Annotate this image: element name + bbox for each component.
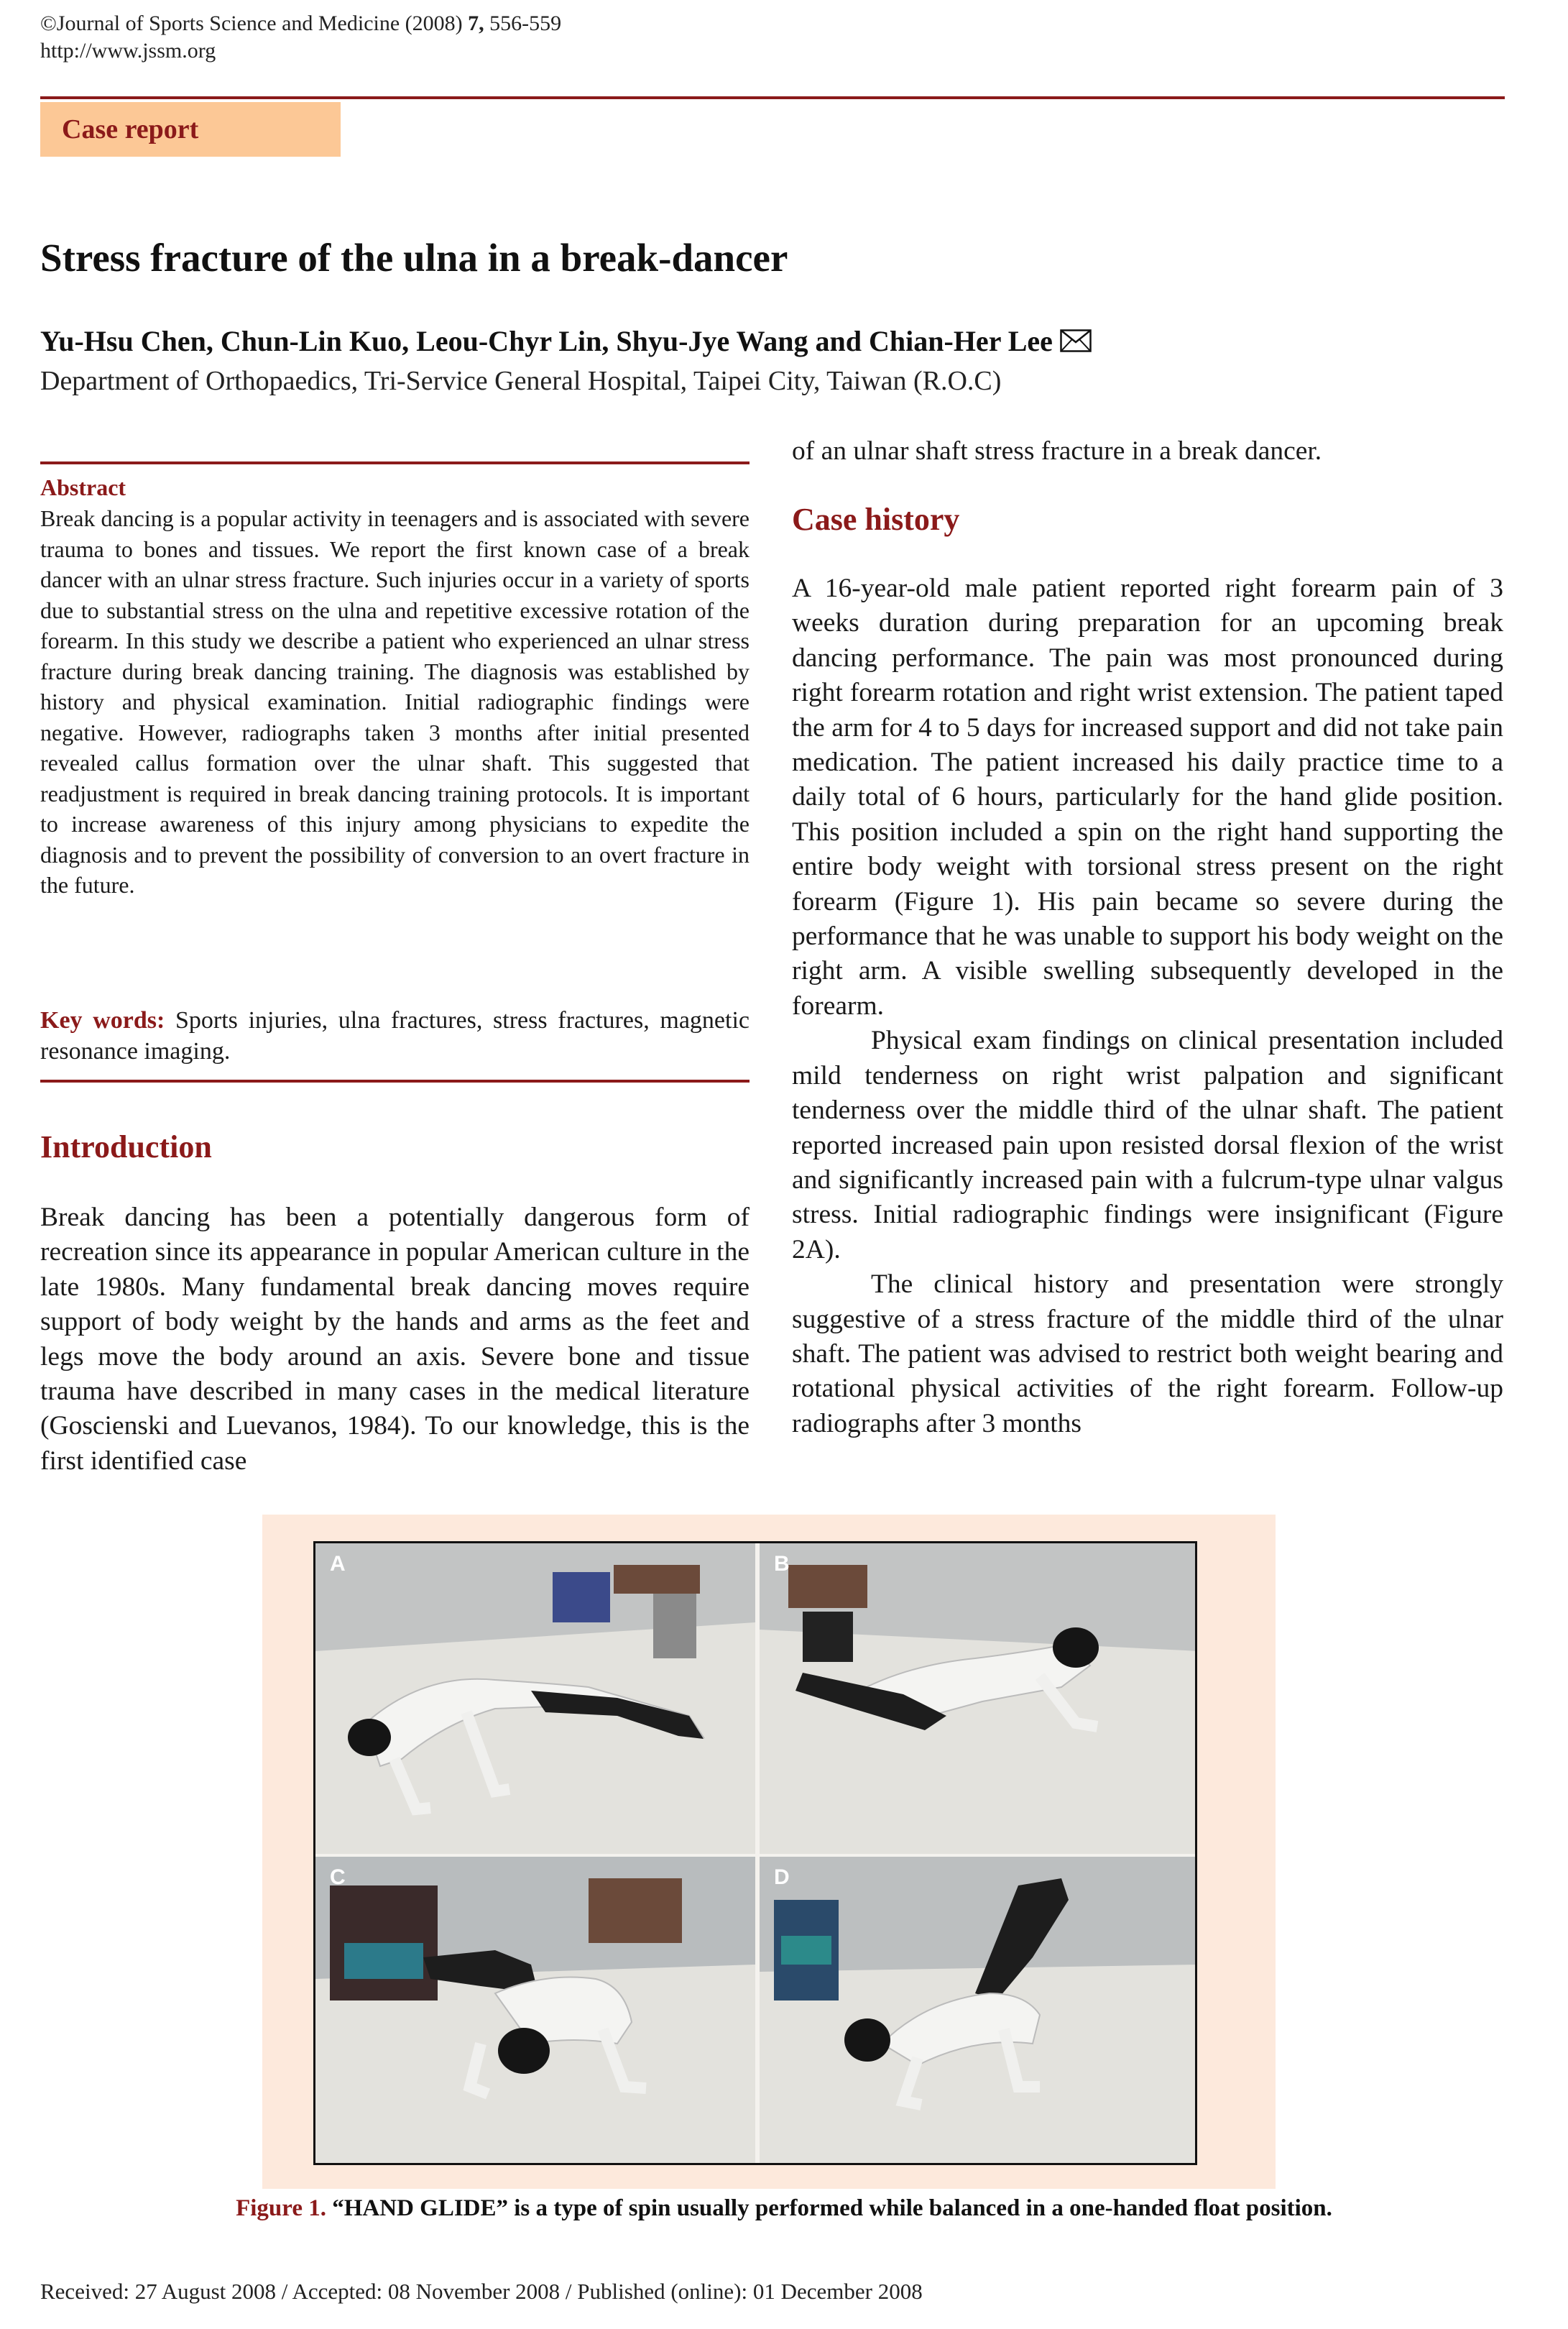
caption-label: Figure 1. xyxy=(236,2195,326,2221)
article-type-badge: Case report xyxy=(40,102,341,157)
authors-text: Yu-Hsu Chen, Chun-Lin Kuo, Leou-Chyr Lin, Shyu-Jye Wang and Chian-Her Lee xyxy=(40,325,1053,357)
figure-panel-d xyxy=(760,1857,1197,2165)
journal-url[interactable]: http://www.jssm.org xyxy=(40,39,216,63)
case-history-paragraph-3: The clinical history and presentation were strongly suggestive of a stress fracture of the middle third of the ulnar shaft. The patient was advised to restrict both weight bearing and rotational physical activities of the right forearm. Follow-up radiographs after 3 months xyxy=(792,1269,1503,1438)
abstract-heading: Abstract xyxy=(40,474,126,500)
case-history-paragraph-1: A 16-year-old male patient reported right forearm pain of 3 weeks duration during preparation for an upcoming break dancing performance. The pain was most pronounced during right forearm rotation and right wrist extension. The patient taped the arm for 4 to 5 days for increased support and did not take pain medication. The patient increased his daily practice time to a daily total of 6 hours, particularly for the hand glide position. This position included a spin on the right hand supporting the entire body weight with torsional stress present on the right forearm (Figure 1). His pain became so severe during the performance that he was unable to support his body weight on the right arm. A visible swelling subsequently developed in the forearm. xyxy=(792,574,1503,1021)
journal-pages: 556-559 xyxy=(484,12,562,35)
continuation-paragraph: of an ulnar shaft stress fracture in a break dancer. xyxy=(792,436,1322,466)
envelope-icon[interactable] xyxy=(1060,324,1092,347)
journal-prefix: ©Journal of Sports Science and Medicine (2008) xyxy=(40,12,469,35)
case-history-paragraph-2: Physical exam findings on clinical presentation included mild tenderness on right wrist palpation and significant tenderness over the middle third of the ulnar shaft. The patient reported increased pain upon resisted dorsal flexion of the wrist and significantly increased pain with a fulcrum-type ulnar valgus stress. Initial radiographic findings were insignificant (Figure 2A). xyxy=(792,1026,1503,1264)
figure-panel-a xyxy=(315,1543,755,1854)
keywords xyxy=(40,1005,750,1067)
abstract-text: Break dancing is a popular activity in teenagers and is associated with severe trauma to bones and tissues. We report the first known case of a break dancer with an ulnar stress fracture. Such injuries occur in a variety of sports due to substantial stress on the ulna and repetitive excessive rotation of the forearm. In this study we describe a patient who experienced an ulnar stress fracture during break dancing training. The diagnosis was established by history and physical examination. Initial radiographic findings were negative. However, radiographs taken 3 months after initial presented revealed callus formation over the ulnar shaft. This suggested that readjustment is required in break dancing training protocols. It is important to increase awareness of this injury among physicians to expedite the diagnosis and to prevent the possibility of conversion to an overt fracture in the future. xyxy=(40,505,750,898)
publication-dates: Received: 27 August 2008 / Accepted: 08 November 2008 / Published (online): 01 December 2008 xyxy=(40,2279,923,2304)
journal-citation xyxy=(40,10,561,37)
caption-text: “HAND GLIDE” is a type of spin usually performed while balanced in a one-handed float position. xyxy=(326,2195,1332,2221)
panel-label-c: C xyxy=(330,1865,346,1889)
figure-panel-c xyxy=(315,1857,755,2165)
introduction-heading: Introduction xyxy=(40,1129,212,1164)
introduction-paragraph: Break dancing has been a potentially dangerous form of recreation since its appearance in popular American culture in the late 1980s. Many fundamental break dancing moves require support of body weight by the hands and arms as the feet and legs move the body around an axis. Severe bone and tissue trauma have described in many cases in the medical literature (Goscienski and Luevanos, 1984). To our knowledge, this is the first identified case xyxy=(40,1203,750,1476)
author-list xyxy=(40,323,1092,360)
keywords-label: Key words: xyxy=(40,1007,165,1034)
introduction-text xyxy=(40,1200,750,1479)
affiliation: Department of Orthopaedics, Tri-Service General Hospital, Taipei City, Taiwan (R.O.C) xyxy=(40,366,1002,396)
journal-volume: 7, xyxy=(468,12,484,35)
continuation-text xyxy=(792,434,1503,469)
header-divider xyxy=(40,96,1505,99)
article-title: Stress fracture of the ulna in a break-dancer xyxy=(40,236,788,280)
abstract-bottom-rule xyxy=(40,1080,750,1083)
panel-label-a: A xyxy=(330,1552,346,1576)
panel-label-d: D xyxy=(774,1865,790,1889)
figure-caption xyxy=(0,2192,1568,2224)
case-history-heading: Case history xyxy=(792,502,960,537)
figure-1-image xyxy=(313,1541,1197,2165)
panel-label-b: B xyxy=(774,1552,790,1576)
figure-panel-b xyxy=(760,1543,1197,1854)
case-history-text xyxy=(792,571,1503,1441)
abstract-top-rule xyxy=(40,461,750,464)
keywords-text: Sports injuries, ulna fractures, stress fractures, magnetic resonance imaging. xyxy=(40,1007,750,1065)
